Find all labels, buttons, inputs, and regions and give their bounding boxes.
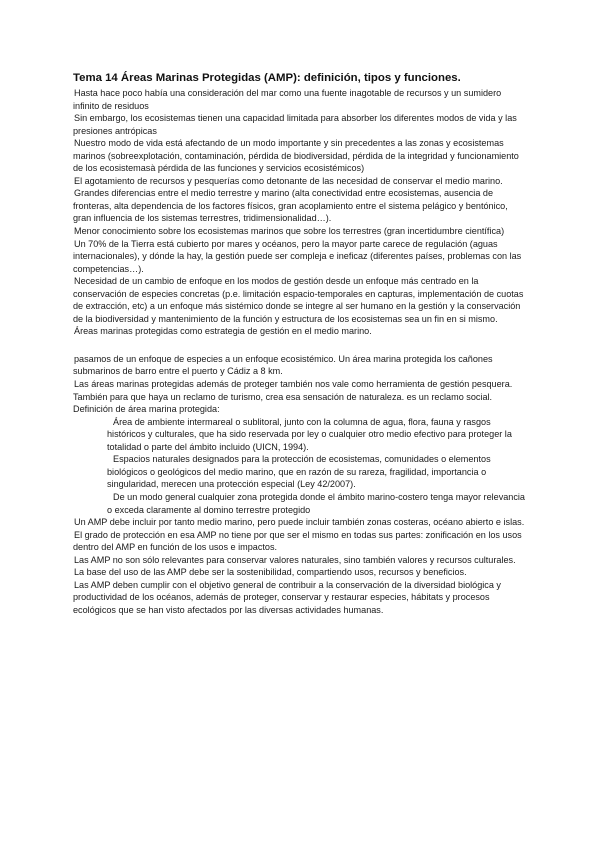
intro-section bbox=[73, 87, 528, 338]
paragraph: Nuestro modo de vida está afectando de un modo importante y sin precedentes a las zonas y ecosistemas marinos (sobreexplotación, contaminación, pérdida de biodiversidad, pérdida de la integridad y funcionamiento de los ecosistemasà pérdida de las funciones y servicios ecosistémicos) bbox=[73, 138, 519, 174]
paragraph: El grado de protección en esa AMP no tiene por que ser el mismo en todas sus partes: zonificación en los usos dentro del AMP en función de los usos e impactos. bbox=[73, 529, 522, 553]
definition-item: De un modo general cualquier zona protegida donde el ámbito marino-costero tenga mayor relevancia o exceda claramente al domino terrestre protegido bbox=[107, 491, 525, 515]
paragraph: Un 70% de la Tierra está cubierto por mares y océanos, pero la mayor parte carece de regulación (aguas internacionales), y dónde la hay, la gestión puede ser compleja e ineficaz (diferentes países, problemas con las competencias…). bbox=[73, 238, 522, 274]
paragraph: Menor conocimiento sobre los ecosistemas marinos que sobre los terrestres (gran incertidumbre científica) bbox=[74, 226, 505, 237]
paragraph: Las AMP deben cumplir con el objetivo general de contribuir a la conservación de la diversidad biológica y productividad de los océanos, además de proteger, conservar y restaurar especies, hábitats y procesos ecológicos que se han visto afectados por las diversas actividades humanas. bbox=[73, 579, 501, 615]
paragraph: La base del uso de las AMP debe ser la sostenibilidad, compartiendo usos, recursos y beneficios. bbox=[74, 567, 467, 578]
paragraph: Áreas marinas protegidas como estrategia de gestión en el medio marino. bbox=[74, 326, 372, 337]
paragraph: pasamos de un enfoque de especies a un enfoque ecosistémico. Un área marina protegida los cañones submarinos de barro entre el puerto y Cádiz a 8 km. bbox=[73, 353, 493, 377]
definition-item: Espacios naturales designados para la protección de ecosistemas, comunidades o elementos biológicos o geológicos del medio marino, que en razón de su rareza, fragilidad, importancia o singularidad, merecen una protección especial (Ley 42/2007). bbox=[107, 454, 491, 490]
paragraph: El agotamiento de recursos y pesquerías como detonante de las necesidad de conservar el medio marino. bbox=[74, 175, 503, 186]
paragraph: Las AMP no son sólo relevantes para conservar valores naturales, sino también valores y recursos culturales. bbox=[74, 554, 516, 565]
section-gap bbox=[73, 338, 528, 353]
paragraph: Las áreas marinas protegidas además de proteger también nos vale como herramienta de gestión pesquera. También para que haya un reclamo de turismo, crea esa sensación de naturaleza. es un reclamo social. bbox=[73, 379, 513, 402]
paragraph: Un AMP debe incluir por tanto medio marino, pero puede incluir también zonas costeras, océano abierto e islas. bbox=[74, 517, 525, 528]
paragraph: Grandes diferencias entre el medio terrestre y marino (alta conectividad entre ecosistemas, ausencia de fronteras, alta dependencia de los factores físicos, gran acoplamiento entre el sistema pelágico y bentónico, gran influencia de los sistemas terrestres, tridimensionalidad…). bbox=[73, 188, 508, 224]
conclusions-section bbox=[73, 516, 528, 616]
paragraph: Hasta hace poco había una consideración del mar como una fuente inagotable de recursos y un sumidero infinito de residuos bbox=[73, 88, 502, 111]
definition-list bbox=[107, 416, 528, 516]
notes-section bbox=[73, 353, 528, 403]
document-page bbox=[73, 71, 528, 616]
paragraph: Necesidad de un cambio de enfoque en los modos de gestión desde un enfoque más centrado en la conservación de especies concretas (p.e. limitación espacio-temporales en capturas, implementación de cuotas de extracción, etc) a un enfoque más sistémico donde se integre al ser humano en la gestión y la conservación de la biodiversidad y mantenimiento de la función y estructura de los ecosistemas sea un fin en si mismo. bbox=[73, 276, 524, 324]
definition-heading: Definición de área marina protegida: bbox=[73, 404, 220, 415]
document-title: Tema 14 Áreas Marinas Protegidas (AMP): definición, tipos y funciones. bbox=[73, 72, 461, 84]
paragraph: Sin embargo, los ecosistemas tienen una capacidad limitada para absorber los diferentes modos de vida y las presiones antrópicas bbox=[73, 113, 517, 136]
definition-item: Área de ambiente intermareal o sublitoral, junto con la columna de agua, flora, fauna y rasgos históricos y culturales, que ha sido reservada por ley o cualquier otro medio efectivo para proteger la totalidad o parte del ámbito incluido (UICN, 1994). bbox=[107, 416, 512, 452]
